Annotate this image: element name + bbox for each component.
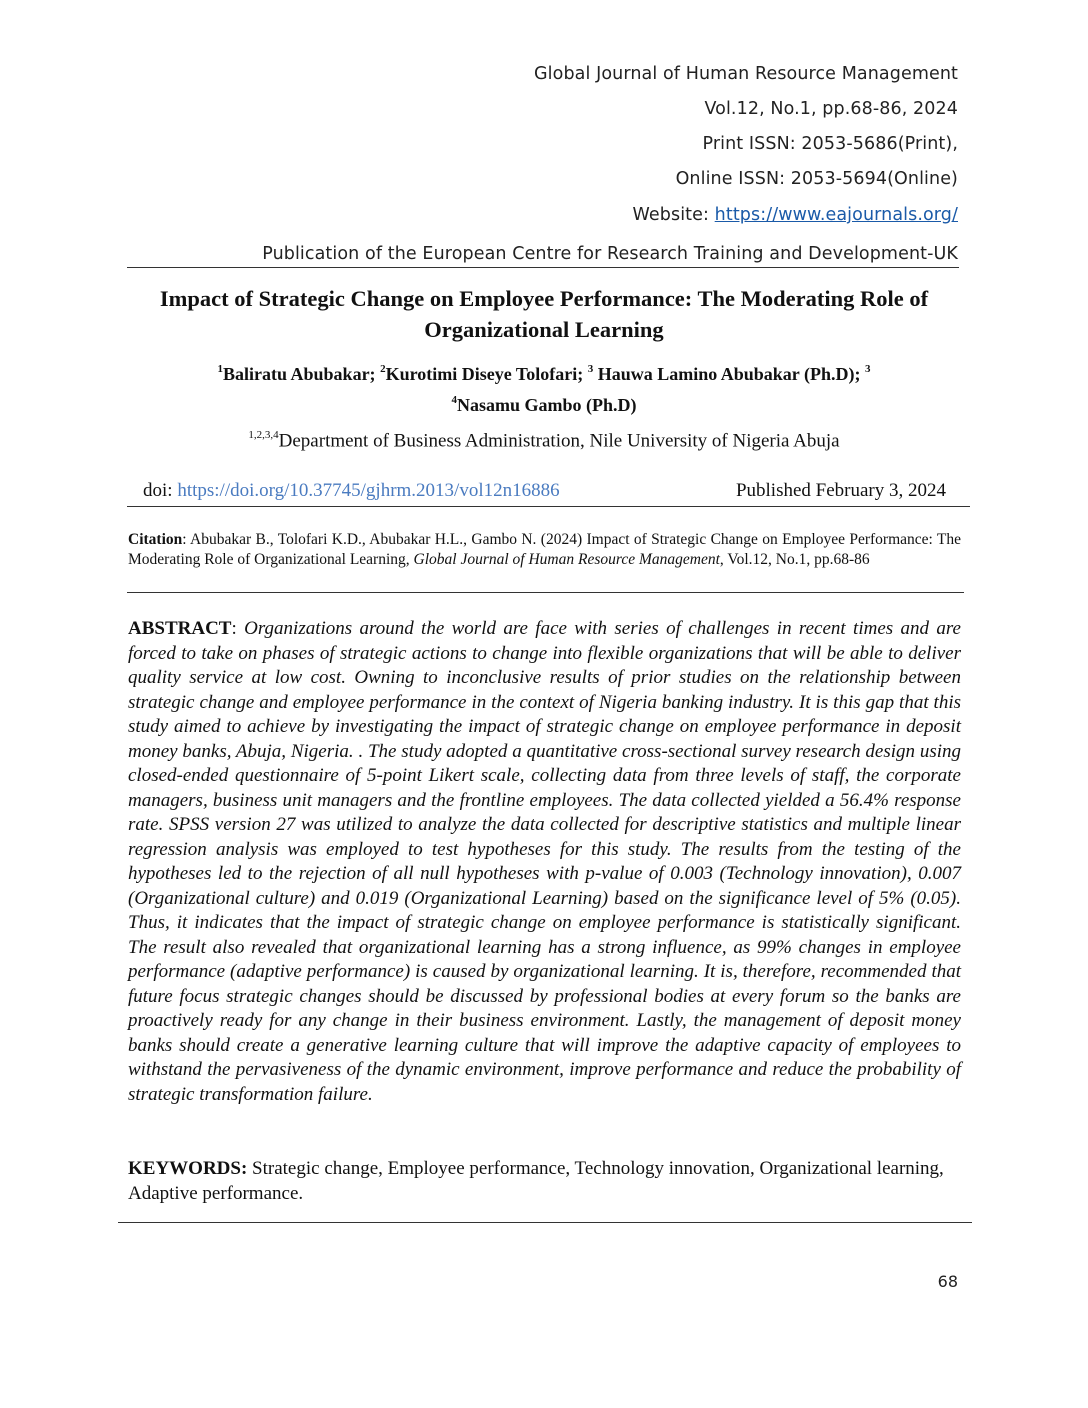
author-4-sup: 4 (451, 394, 457, 406)
online-issn: Online ISSN: 2053-5694(Online) (675, 169, 958, 189)
abstract-text: Organizations around the world are face with series of challenges in recent times and are forced to take on phases of strategic actions to change into flexible organizations that will be able to deliver quality service at low cost. Owning to inconclusive results of prior studies on the relationship between strategic change and employee performance in the context of Nigeria banking industry. It is this gap that this study aimed to achieve by investigating the impact of strategic change on employee performance in deposit money banks, Abuja, Nigeria. . The study adopted a quantitative cross-sectional survey research design using closed-ended questionnaire of 5-point Likert scale, collecting data from three levels of staff, the corporate managers, business unit managers and the frontline employees. The data collected yielded a 56.4% response rate. SPSS version 27 was utilized to analyze the data collected for descriptive statistics and multiple linear regression analysis was employed to test hypotheses for this study. The results from the testing of the hypotheses led to the rejection of all null hypotheses with p-value of 0.003 (Technology innovation), 0.007 (Organizational culture) and 0.019 (Organizational Learning) based on the significance level of 5% (0.05). Thus, it indicates that the impact of strategic change on employee performance is statistically significant. The result also revealed that organizational learning has a strong influence, as 99% changes in employee performance (adaptive performance) is caused by organizational learning. It is, therefore, recommended that future focus strategic changes should be discussed by professional bodies at every forum so the banks are proactively ready for any change in their business environment. Lastly, the management of deposit money banks should create a generative learning culture that will improve the adaptive capacity of employees to withstand the pervasiveness of the dynamic environment, improve performance and reduce the probability of strategic transformation failure. (128, 618, 961, 1105)
citation-label: Citation (128, 531, 183, 548)
doi-line (143, 480, 560, 502)
publisher-line: Publication of the European Centre for Research Training and Development-UK (262, 244, 958, 264)
page-number: 68 (937, 1272, 958, 1291)
author-3-sup: 3 (587, 363, 594, 375)
author-1: Baliratu Abubakar; (223, 364, 381, 384)
footer-divider (118, 1222, 972, 1223)
affiliation (130, 430, 958, 452)
author-3: Hauwa Lamino Abubakar (Ph.D); (593, 364, 865, 384)
affiliation-text: Department of Business Administration, Nile University of Nigeria Abuja (278, 430, 840, 452)
abstract-label: ABSTRACT (128, 618, 232, 639)
author-2: Kurotimi Diseye Tolofari; (385, 364, 588, 384)
affiliation-sup: 1,2,3,4 (248, 429, 279, 441)
volume-info: Vol.12, No.1, pp.68-86, 2024 (704, 99, 958, 119)
citation-text-before: : Abubakar B., Tolofari K.D., Abubakar H.L., Gambo N. (2024) Impact of Strategic Change on Employee Performance: The Moderating Role of Organizational Learning, (128, 531, 961, 568)
keywords-text: Strategic change, Employee performance, Technology innovation, Organizational learning, Adaptive performance. (128, 1158, 944, 1204)
citation-divider (127, 592, 964, 593)
citation-block (128, 530, 961, 570)
website-line (633, 205, 958, 225)
published-date: Published February 3, 2024 (735, 480, 946, 501)
author-3b-sup: 3 (864, 363, 871, 375)
abstract-block (128, 617, 961, 1107)
keywords-block (128, 1156, 961, 1206)
author-2-sup: 2 (380, 363, 386, 375)
website-label: Website: (632, 205, 709, 225)
website-link[interactable]: https://www.eajournals.org/ (714, 205, 958, 225)
doi-link[interactable]: https://doi.org/10.37745/gjhrm.2013/vol12n16886 (177, 480, 560, 501)
author-1-sup: 1 (217, 363, 224, 375)
author-4: Nasamu Gambo (Ph.D) (456, 395, 637, 415)
author-list (130, 357, 958, 419)
journal-name: Global Journal of Human Resource Management (534, 64, 958, 84)
paper-title: Impact of Strategic Change on Employee Performance: The Moderating Role of Organizational Learning (159, 286, 929, 342)
keywords-label: KEYWORDS: (128, 1158, 248, 1179)
citation-text-after: , Vol.12, No.1, pp.68-86 (719, 551, 870, 568)
doi-divider (127, 506, 970, 507)
citation-journal: Global Journal of Human Resource Management (413, 551, 720, 568)
header-divider (127, 267, 959, 268)
doi-label: doi: (143, 480, 178, 501)
print-issn: Print ISSN: 2053-5686(Print), (702, 134, 958, 154)
abstract-sep: : (231, 618, 245, 639)
